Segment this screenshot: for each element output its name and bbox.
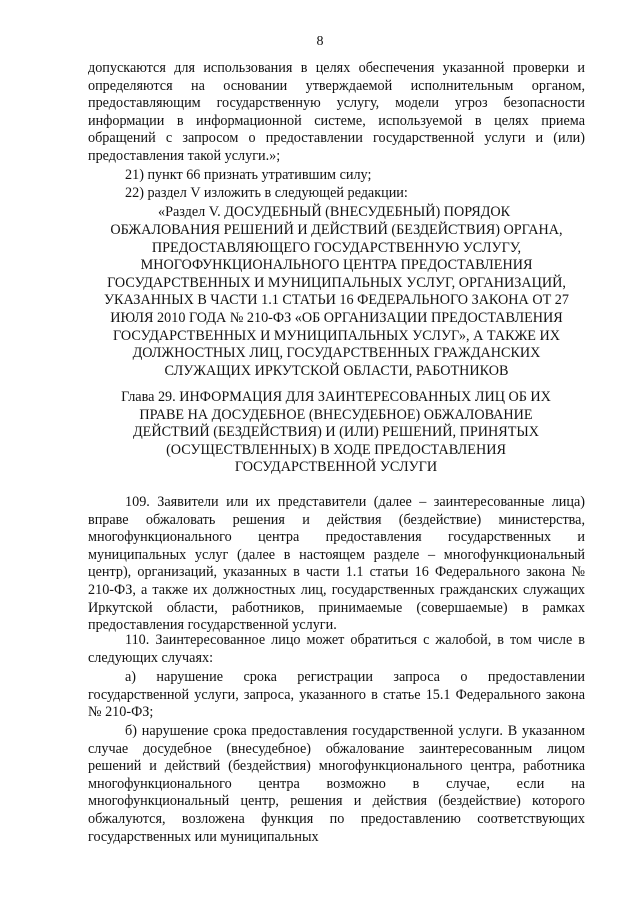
paragraph-110-a: а) нарушение срока регистрации запроса о предоставлении государственной услуги, запроса, указанного в статье 15.1 Федерального закона № 210-ФЗ; [88,669,585,721]
item-22: 22) раздел V изложить в следующей редакции: [125,185,408,201]
item-21: 21) пункт 66 признать утратившим силу; [125,167,372,183]
intro-paragraph: допускаются для использования в целях обеспечения указанной проверки и определяются на основании утверждаемой исполнительным органом, предоставляющим государственную услугу, модели угроз безопасности информации в информационной системе, используемой в целях приема обращений с запросом о предоставлении государственной услуги и (или) предоставления такой услуги.»; [88,60,585,164]
page-number: 8 [316,34,324,49]
section-heading-line-1: «Раздел V. ДОСУДЕБНЫЙ (ВНЕСУДЕБНЫЙ) ПОРЯДОК [158,204,511,220]
paragraph-109: 109. Заявители или их представители (далее – заинтересованные лица) вправе обжаловать решения и действия (бездействие) министерства, многофункционального центра предоставления государственных и муниципальных услуг (далее в настоящем разделе – многофункциональный центр), организаций, указанных в части 1.1 статьи 16 Федерального закона № 210-ФЗ, а также их должностных лиц, государственных гражданских служащих Иркутской области, работников, принимаемые (совершаемые) в рамках предоставления государственной услуги. [88,494,585,634]
paragraph-110-b: б) нарушение срока предоставления государственной услуги. В указанном случае досудебное (внесудебное) обжалование заинтересованным лицом решений и действий (бездействия) многофункционального центра, работника многофункционального центра возможно в случае, если на многофункциональный центр, решения и действия (бездействие) которого обжалуются, возложена функция по предоставлению соответствующих государственных или муниципальных [88,723,585,845]
section-heading: ОБЖАЛОВАНИЯ РЕШЕНИЙ И ДЕЙСТВИЙ (БЕЗДЕЙСТВИЯ) ОРГАНА, ПРЕДОСТАВЛЯЮЩЕГО ГОСУДАРСТВЕННУЮ УСЛУГУ, МНОГОФУНКЦИОНАЛЬНОГО ЦЕНТРА ПРЕДОСТАВЛЕНИЯ ГОСУДАРСТВЕННЫХ И МУНИЦИПАЛЬНЫХ УСЛУГ, ОРГАНИЗАЦИЙ, УКАЗАННЫХ В ЧАСТИ 1.1 СТАТЬИ 16 ФЕДЕРАЛЬНОГО ЗАКОНА ОТ 27 ИЮЛЯ 2010 ГОДА № 210-ФЗ «ОБ ОРГАНИЗАЦИИ ПРЕДОСТАВЛЕНИЯ ГОСУДАРСТВЕННЫХ И МУНИЦИПАЛЬНЫХ УСЛУГ», А ТАКЖЕ ИХ ДОЛЖНОСТНЫХ ЛИЦ, ГОСУДАРСТВЕННЫХ ГРАЖДАНСКИХ СЛУЖАЩИХ ИРКУТСКОЙ ОБЛАСТИ, РАБОТНИКОВ [104,222,569,379]
paragraph-110: 110. Заинтересованное лицо может обратиться с жалобой, в том числе в следующих случаях: [88,632,585,666]
chapter-heading: Глава 29. ИНФОРМАЦИЯ ДЛЯ ЗАИНТЕРЕСОВАННЫХ ЛИЦ ОБ ИХ ПРАВЕ НА ДОСУДЕБНОЕ (ВНЕСУДЕБНОЕ) ОБЖАЛОВАНИЕ ДЕЙСТВИЙ (БЕЗДЕЙСТВИЯ) И (ИЛИ) РЕШЕНИЙ, ПРИНЯТЫХ (ОСУЩЕСТВЛЕННЫХ) В ХОДЕ ПРЕДОСТАВЛЕНИЯ ГОСУДАРСТВЕННОЙ УСЛУГИ [121,389,551,476]
